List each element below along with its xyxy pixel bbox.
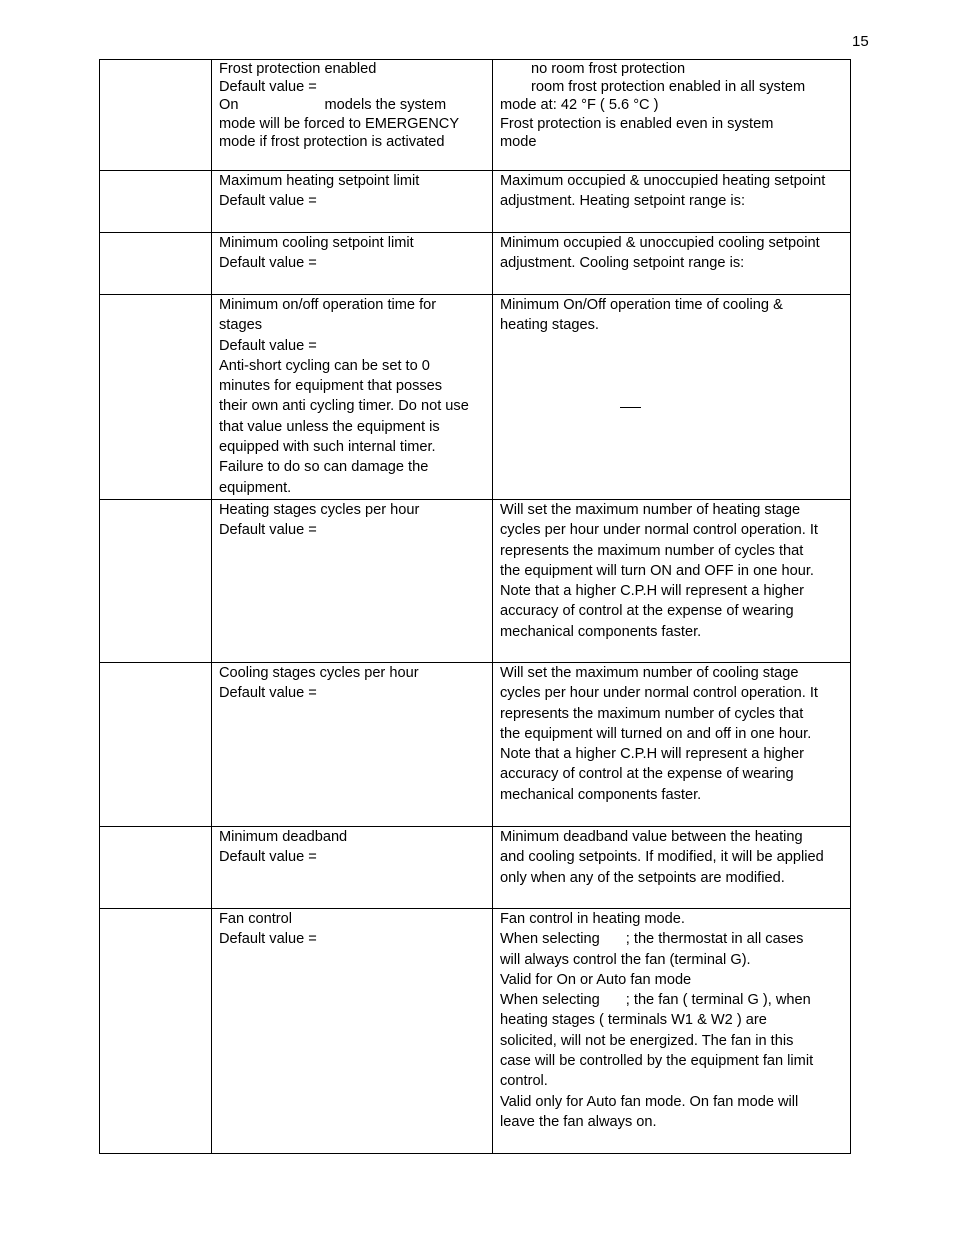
option-line: room frost protection enabled in all system [531,79,806,96]
description-line: and cooling setpoints. If modified, it will be applied [500,849,824,866]
table-row-max-heating-setpoint [100,171,851,233]
description-cell [493,295,851,500]
parameter-id-cell [100,500,212,663]
description-cell [493,500,851,663]
selection-result-text: ; the thermostat in all cases [625,931,804,948]
parameter-name-cell [212,663,493,827]
parameter-id-cell [100,171,212,233]
description-line: Fan control in heating mode. [500,911,685,927]
default-value-label: Default value = [219,685,317,702]
default-value-label: Default value = [219,522,317,539]
table-row-cooling-cph [100,663,851,827]
option-line: no room frost protection [531,61,686,77]
table-row-min-on-off-time [100,295,851,500]
note-line: equipped with such internal timer. [219,439,436,456]
parameter-name-cell [212,295,493,500]
parameter-id-cell [100,827,212,909]
parameter-title: Minimum cooling setpoint limit [219,235,414,251]
description-line: will always control the fan (terminal G). [500,951,751,968]
table-row-frost-protection [100,60,851,171]
note-line: equipment. [219,479,292,496]
note-line: mode if frost protection is activated [219,133,445,150]
table-row-min-deadband [100,827,851,909]
default-value-label: Default value = [219,255,317,272]
parameter-title: stages [219,317,262,334]
description-line: the equipment will turned on and off in one hour. [500,725,812,742]
parameter-title: Maximum heating setpoint limit [219,173,420,189]
description-cell [493,827,851,909]
parameter-name-cell [212,500,493,663]
description-line: Maximum occupied & unoccupied heating setpoint [500,173,826,189]
default-value-label: Default value = [219,931,317,948]
description-line: mechanical components faster. [500,786,702,803]
parameter-title: Fan control [219,911,293,927]
description-line: solicited, will not be energized. The fan in this [500,1032,794,1049]
description-line: adjustment. Heating setpoint range is: [500,193,745,210]
description-line: Note that a higher C.P.H will represent a higher [500,746,804,763]
note-line [219,96,492,114]
description-line: heating stages ( terminals W1 & W2 ) are [500,1012,767,1029]
description-line: Minimum deadband value between the heating [500,829,803,845]
models-text: models the system [324,97,447,114]
note-line: their own anti cycling timer. Do not use [219,398,469,415]
parameter-name-cell [212,909,493,1154]
description-line: Minimum On/Off operation time of cooling & [500,297,783,313]
parameter-name-cell [212,60,493,171]
note-line: Anti-short cycling can be set to 0 [219,357,430,374]
description-cell [493,171,851,233]
parameter-title: Cooling stages cycles per hour [219,665,419,681]
description-cell [493,60,851,171]
description-line: adjustment. Cooling setpoint range is: [500,255,745,272]
description-line: represents the maximum number of cycles that [500,705,804,722]
description-line: Will set the maximum number of cooling stage [500,665,799,681]
parameter-name-cell [212,171,493,233]
page-number: 15 [852,33,869,50]
description-line [500,990,850,1010]
note-line: minutes for equipment that posses [219,378,443,395]
on-text: On [219,97,239,114]
parameter-id-cell [100,60,212,171]
description-cell [493,663,851,827]
parameter-id-cell [100,663,212,827]
description-cell [493,909,851,1154]
parameter-id-cell [100,909,212,1154]
description-line: leave the fan always on. [500,1113,657,1130]
description-line: Frost protection is enabled even in system [500,115,774,132]
default-value-label: Default value = [219,849,317,866]
description-cell [493,233,851,295]
description-line: Minimum occupied & unoccupied cooling setpoint [500,235,820,251]
parameter-name-cell [212,827,493,909]
note-line: mode will be forced to EMERGENCY [219,115,460,132]
description-line: accuracy of control at the expense of wearing [500,766,794,783]
table-row-min-cooling-setpoint [100,233,851,295]
description-line: accuracy of control at the expense of wearing [500,603,794,620]
table-row-fan-control [100,909,851,1154]
parameter-table [99,59,851,1154]
description-line: mechanical components faster. [500,623,702,640]
default-value-label: Default value = [219,193,317,210]
default-value-label: Default value = [219,79,317,96]
parameter-id-cell [100,295,212,500]
parameter-title: Minimum deadband [219,829,348,845]
description-line: the equipment will turn ON and OFF in one hour. [500,562,814,579]
description-line: heating stages. [500,317,599,334]
parameter-title: Minimum on/off operation time for [219,297,437,313]
description-line: represents the maximum number of cycles that [500,542,804,559]
description-line: cycles per hour under normal control operation. It [500,685,818,702]
description-line: mode [500,133,537,150]
description-line: Note that a higher C.P.H will represent a higher [500,583,804,600]
description-line: Valid for On or Auto fan mode [500,971,692,988]
default-value-label: Default value = [219,337,317,354]
description-line: case will be controlled by the equipment fan limit [500,1053,814,1070]
description-line [500,929,850,949]
when-selecting-text: When selecting [500,931,600,948]
parameter-name-cell [212,233,493,295]
selection-result-text: ; the fan ( terminal G ), when [625,992,811,1009]
note-line: that value unless the equipment is [219,418,440,435]
description-line: control. [500,1073,548,1090]
when-selecting-text: When selecting [500,992,600,1009]
description-line: Will set the maximum number of heating stage [500,502,801,518]
parameter-title: Frost protection enabled [219,61,377,77]
parameter-id-cell [100,233,212,295]
description-line: mode at: 42 °F ( 5.6 °C ) [500,97,659,114]
description-line: cycles per hour under normal control operation. It [500,522,818,539]
description-line: only when any of the setpoints are modified. [500,869,785,886]
note-line: Failure to do so can damage the [219,459,429,476]
parameter-title: Heating stages cycles per hour [219,502,420,518]
table-row-heating-cph [100,500,851,663]
description-line: Valid only for Auto fan mode. On fan mode will [500,1093,799,1110]
